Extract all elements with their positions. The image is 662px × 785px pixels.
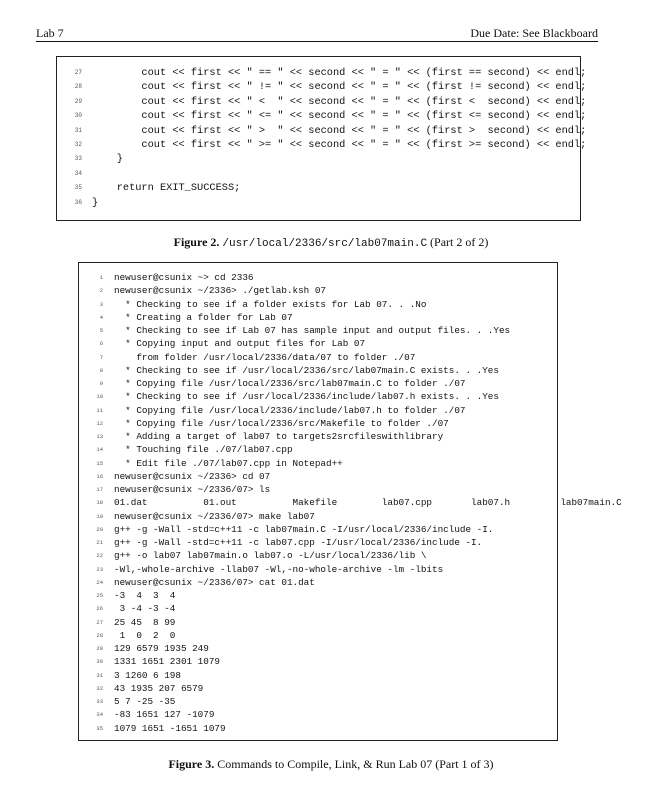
line-text: cout << first << " < " << second << " = " << (first < second) << endl; (92, 95, 587, 108)
line-text: g++ -g -Wall -std=c++11 -c lab07main.C -I/usr/local/2336/include -I. (114, 523, 494, 535)
code-line (79, 616, 557, 629)
line-number: 34 (96, 711, 103, 719)
line-number: 34 (74, 169, 82, 177)
code-listing-figure-2 (56, 56, 587, 221)
line-number: 28 (74, 83, 82, 91)
line-text: newuser@csunix ~> cd 2336 (114, 272, 254, 283)
code-line (57, 152, 580, 166)
line-number: 4 (99, 313, 103, 321)
code-line (79, 669, 557, 682)
line-number: 36 (74, 198, 82, 206)
line-number: 23 (96, 565, 103, 573)
line-number: 7 (99, 353, 103, 361)
line-text: cout << first << " >= " << second << " = " << (first >= second) << endl; (92, 138, 587, 151)
code-line (79, 629, 557, 642)
code-line (79, 430, 557, 443)
line-text: * Copying input and output files for Lab 07 (114, 338, 366, 350)
code-line (79, 377, 557, 390)
line-text: * Checking to see if a folder exists for Lab 07. . .No (114, 298, 427, 310)
code-line (79, 563, 557, 576)
figure-3-caption (0, 757, 662, 771)
line-number: 15 (96, 459, 103, 467)
code-line (79, 510, 557, 523)
line-text: 25 45 8 99 (114, 616, 176, 628)
line-number: 30 (74, 112, 82, 120)
line-text: } (92, 196, 99, 209)
line-text: -Wl,-whole-archive -llab07 -Wl,-no-whole-archive -lm -lbits (114, 563, 444, 575)
line-text: * Copying file /usr/local/2336/src/lab07main.C to folder ./07 (114, 378, 466, 389)
code-line (57, 181, 580, 195)
line-number: 35 (74, 184, 82, 192)
code-line (79, 708, 557, 721)
terminal-lines (79, 271, 622, 735)
terminal-listing-figure-3 (78, 262, 622, 741)
line-number: 17 (96, 486, 103, 493)
line-number: 35 (96, 724, 103, 732)
line-text: g++ -g -Wall -std=c++11 -c lab07.cpp -I/usr/local/2336/include -I. (114, 537, 483, 548)
line-number: 13 (96, 433, 103, 440)
line-number: 26 (96, 605, 103, 613)
figure-3-text: Commands to Compile, Link, & Run Lab 07 (Part 1 of 3) (217, 757, 494, 771)
line-text: 3 1260 6 198 (114, 669, 181, 681)
line-text: * Adding a target of lab07 to targets2srcfileswithlibrary (114, 431, 444, 442)
figure-2-path: /usr/local/2336/src/lab07main.C (222, 238, 428, 250)
line-number: 2 (99, 287, 103, 295)
code-line (79, 364, 557, 377)
code-line (79, 390, 557, 403)
line-text: newuser@csunix ~/2336/07> make lab07 (114, 510, 315, 522)
line-text: * Checking to see if Lab 07 has sample input and output files. . .Yes (114, 325, 511, 336)
line-number: 20 (96, 525, 103, 533)
line-text: 1079 1651 -1651 1079 (114, 722, 226, 734)
line-number: 32 (96, 684, 103, 692)
code-line (79, 695, 557, 708)
line-text: 3 -4 -3 -4 (114, 603, 176, 615)
code-line (57, 66, 587, 80)
line-text: newuser@csunix ~/2336> cd 07 (114, 470, 271, 482)
line-number: 19 (96, 512, 103, 520)
code-line (79, 311, 557, 324)
line-text: newuser@csunix ~/2336/07> cat 01.dat (114, 576, 315, 588)
code-line (79, 351, 557, 364)
code-line (79, 298, 557, 311)
line-number: 11 (96, 406, 103, 414)
code-line (79, 271, 557, 284)
line-text: newuser@csunix ~/2336> ./getlab.ksh 07 (114, 285, 327, 297)
code-line (79, 536, 557, 549)
line-text: cout << first << " <= " << second << " = " << (first <= second) << endl; (92, 110, 587, 123)
figure-3-label: Figure 3. (168, 757, 215, 771)
code-line (79, 443, 557, 456)
line-text: cout << first << " > " << second << " = " << (first > second) << endl; (92, 124, 587, 137)
header-due-date: Due Date: See Blackboard (470, 26, 598, 40)
line-text: } (92, 153, 123, 166)
code-lines (57, 66, 587, 210)
line-text: * Creating a folder for Lab 07 (114, 311, 293, 323)
line-number: 5 (99, 327, 103, 334)
line-number: 8 (99, 366, 103, 374)
line-text: 129 6579 1935 249 (114, 643, 209, 654)
code-line (79, 483, 557, 496)
line-number: 27 (96, 618, 103, 626)
line-text: * Edit file ./07/lab07.cpp in Notepad++ (114, 457, 343, 469)
line-number: 1 (99, 274, 103, 281)
line-text: cout << first << " != " << second << " = " << (first != second) << endl; (92, 81, 587, 94)
line-number: 9 (99, 380, 103, 387)
line-number: 31 (96, 671, 103, 679)
code-line (79, 324, 557, 337)
line-number: 3 (99, 300, 103, 308)
line-text: newuser@csunix ~/2336/07> ls (114, 484, 271, 495)
line-text: 5 7 -25 -35 (114, 696, 176, 707)
line-number: 21 (96, 539, 103, 546)
line-text: cout << first << " == " << second << " = " << (first == second) << endl; (92, 67, 587, 79)
header-rule (36, 41, 598, 42)
line-text: -3 4 3 4 (114, 590, 176, 601)
line-text: * Copying file /usr/local/2336/include/lab07.h to folder ./07 (114, 404, 466, 416)
code-line (79, 457, 557, 470)
header-lab-title: Lab 7 (36, 26, 64, 40)
figure-2-label: Figure 2. (173, 235, 220, 249)
line-number: 22 (96, 552, 103, 560)
figure-2-caption (0, 235, 662, 251)
code-line (79, 642, 557, 655)
line-text: * Checking to see if /usr/local/2336/include/lab07.h exists. . .Yes (114, 391, 499, 403)
code-line (79, 549, 557, 562)
code-line (79, 722, 557, 735)
line-text: * Checking to see if /usr/local/2336/src/lab07main.C exists. . .Yes (114, 364, 499, 376)
line-number: 33 (96, 698, 103, 705)
figure-2-suffix: (Part 2 of 2) (430, 235, 489, 249)
line-number: 10 (96, 393, 103, 401)
code-line (57, 95, 587, 109)
code-line (79, 682, 557, 695)
line-number: 30 (96, 658, 103, 666)
line-number: 31 (74, 126, 82, 134)
line-number: 18 (96, 499, 103, 507)
code-line (79, 470, 557, 483)
line-text: * Copying file /usr/local/2336/src/Makefile to folder ./07 (114, 417, 449, 429)
line-number: 32 (74, 140, 82, 148)
line-number: 25 (96, 592, 103, 599)
line-number: 27 (74, 69, 82, 76)
code-line (57, 196, 580, 210)
line-text: 1 0 2 0 (114, 629, 176, 641)
code-line (79, 404, 557, 417)
code-line (79, 576, 557, 589)
line-number: 12 (96, 419, 103, 427)
code-line (57, 124, 587, 138)
line-number: 28 (96, 631, 103, 639)
line-text: * Touching file ./07/lab07.cpp (114, 444, 293, 456)
line-number: 29 (74, 97, 82, 105)
line-text: return EXIT_SUCCESS; (92, 182, 241, 195)
page-header (36, 26, 598, 40)
line-number: 6 (99, 340, 103, 348)
line-text: -83 1651 127 -1079 (114, 709, 215, 721)
code-line (79, 417, 557, 430)
line-number: 24 (96, 578, 103, 586)
code-line (79, 602, 557, 615)
line-number: 16 (96, 472, 103, 480)
line-text: g++ -o lab07 lab07main.o lab07.o -L/usr/local/2336/lib \ (114, 550, 427, 562)
line-text: 01.dat 01.out Makefile lab07.cpp lab07.h lab07main.C (114, 497, 622, 509)
code-line (79, 496, 622, 509)
code-line (79, 655, 557, 668)
line-number: 33 (74, 155, 82, 163)
code-line (57, 167, 580, 181)
code-line (79, 337, 557, 350)
line-text: 1331 1651 2301 1079 (114, 656, 221, 668)
code-line (79, 589, 557, 602)
line-text: 43 1935 207 6579 (114, 682, 204, 694)
code-line (57, 80, 587, 94)
line-text: from folder /usr/local/2336/data/07 to folder ./07 (114, 351, 416, 363)
code-line (79, 284, 557, 297)
code-line (57, 109, 587, 123)
code-line (57, 138, 587, 152)
line-number: 29 (96, 645, 103, 652)
code-line (79, 523, 557, 536)
line-number: 14 (96, 446, 103, 454)
